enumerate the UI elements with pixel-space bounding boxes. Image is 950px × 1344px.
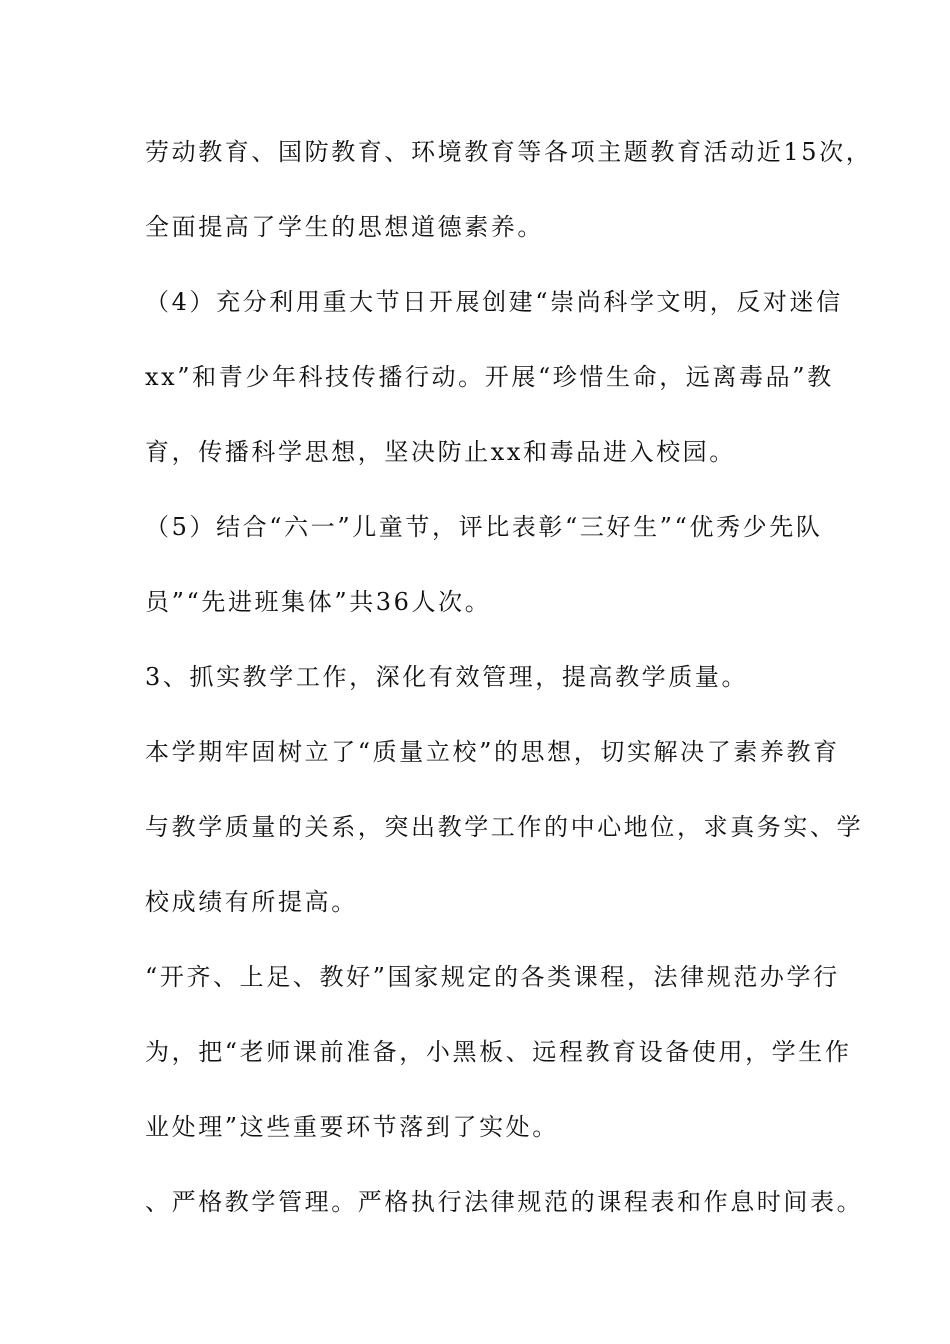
text-line: 劳动教育、国防教育、环境教育等各项主题教育活动近15次， [145, 138, 873, 166]
text-line: 员”“先进班集体”共36人次。 [145, 588, 492, 616]
text-line: “开齐、上足、教好”国家规定的各类课程，法律规范办学行 [145, 963, 840, 991]
text-line: 为，把“老师课前准备，小黑板、远程教育设备使用，学生作 [145, 1038, 852, 1066]
text-line: 校成绩有所提高。 [145, 888, 358, 916]
section-heading: 3、抓实教学工作，深化有效管理，提高教学质量。 [145, 663, 749, 691]
text-line: 本学期牢固树立了“质量立校”的思想，切实解决了素养教育 [145, 738, 840, 766]
text-line: 与教学质量的关系，突出教学工作的中心地位，求真务实、学 [145, 813, 864, 841]
text-line: 全面提高了学生的思想道德素养。 [145, 213, 544, 241]
text-line: 育，传播科学思想，坚决防止xx和毒品进入校园。 [145, 438, 736, 466]
text-line: xx”和青少年科技传播行动。开展“珍惜生命，远离毒品”教 [145, 363, 834, 391]
text-line: （5）结合“六一”儿童节，评比表彰“三好生”“优秀少先队 [145, 513, 823, 541]
text-line: 业处理”这些重要环节落到了实处。 [145, 1113, 559, 1141]
text-line: （4）充分利用重大节日开展创建“崇尚科学文明，反对迷信 [145, 288, 843, 316]
text-line: 、严格教学管理。严格执行法律规范的课程表和作息时间表。 [145, 1188, 864, 1216]
